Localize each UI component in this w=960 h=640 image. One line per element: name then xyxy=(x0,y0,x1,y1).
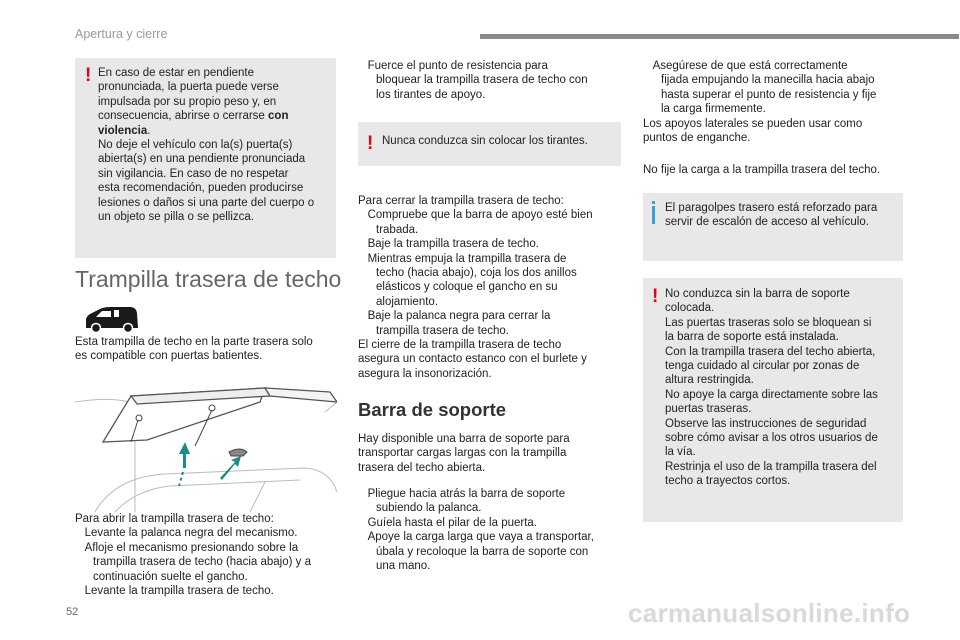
warning-icon: ! xyxy=(85,65,92,86)
step-force-resistance: Fuerce el punto de resistencia para bloquear la trampilla trasera de techo con los tirantes de apoyo. xyxy=(367,60,588,101)
close-title: Para cerrar la trampilla trasera de techo: xyxy=(358,195,564,207)
bar-step-1: Pliegue hacia atrás la barra de soporte subiendo la palanca. xyxy=(367,488,566,515)
close-step-1: Compruebe que la barra de apoyo esté bien trabada. xyxy=(367,209,593,236)
bar-step-2: Guíela hasta el pilar de la puerta. xyxy=(367,516,538,529)
bar-step-3: Apoye la carga larga que vaya a transportar, úbala y recoloque la barra de soporte con una mano. xyxy=(367,531,594,573)
no-fix-note: No fije la carga a la trampilla trasera del techo. xyxy=(643,164,881,176)
support-bar-steps xyxy=(358,487,628,573)
page-number: 52 xyxy=(66,606,79,618)
roof-hatch-intro: Esta trampilla de techo en la parte trasera solo es compatible con puertas batientes. xyxy=(75,336,313,363)
open-step-1: Levante la palanca negra del mecanismo. xyxy=(84,527,298,540)
page-header-title: Apertura y cierre xyxy=(75,27,168,41)
warning-box-straps xyxy=(358,122,621,166)
info-box-bumper xyxy=(643,193,903,261)
close-instructions xyxy=(358,194,626,381)
warning-icon: ! xyxy=(652,286,659,307)
close-note: El cierre de la trampilla trasera de techo asegura un contacto estanco con el burlete y asegura la insonorización. xyxy=(358,339,587,380)
section-title-support-bar: Barra de soporte xyxy=(358,399,507,420)
side-supports-note: Los apoyos laterales se pueden usar como puntos de enganche. xyxy=(643,118,863,145)
open-step-3: Levante la trampilla trasera de techo. xyxy=(84,585,274,598)
open-step-2: Afloje el mecanismo presionando sobre la trampilla trasera de techo (hacia abajo) y a continuación suelte el gancho. xyxy=(84,541,311,583)
open-instructions xyxy=(75,512,345,598)
header-divider xyxy=(480,34,959,39)
roof-hatch-illustration xyxy=(75,382,337,512)
van-icon xyxy=(84,304,140,334)
close-step-4: Baje la palanca negra para cerrar la trampilla trasera de techo. xyxy=(367,310,551,337)
watermark: carmanualsonline.info xyxy=(628,598,911,628)
warning-box-slope xyxy=(75,58,336,258)
warning-slope-text: En caso de estar en pendiente pronunciada, la puerta puede verse impulsada por su propio peso y, en consecuencia, abrirse o cerrarse con violencia. No deje el vehículo con la(s) puerta(s) abierta(s) en una pendiente pronunciada sin vigilancia. En caso de no respetar esta recomendación, pueden producirse lesiones o daños si una parte del cuerpo o un objeto se pilla o se pellizca. xyxy=(98,67,315,224)
open-title: Para abrir la trampilla trasera de techo: xyxy=(75,513,274,525)
section-title-roof-hatch: Trampilla trasera de techo xyxy=(75,266,342,292)
close-step-2: Baje la trampilla trasera de techo. xyxy=(367,238,539,251)
info-bumper-text: El paragolpes trasero está reforzado para servir de escalón de acceso al vehículo. xyxy=(665,202,878,229)
close-step-3: Mientras empuja la trampilla trasera de techo (hacia abajo), coja los dos anillos elásticos y coloque el gancho en su alojamiento. xyxy=(367,252,577,308)
support-bar-intro: Hay disponible una barra de soporte para transportar cargas largas con la trampilla trasera del techo abierta. xyxy=(358,433,570,474)
warning-icon: ! xyxy=(367,133,374,154)
step-secure-load: Asegúrese de que está correctamente fijada empujando la manecilla hacia abajo hasta superar el punto de resistencia y fije la carga firmemente. xyxy=(652,60,877,116)
warning-support-bar-text: No conduzca sin la barra de soporte colocada. Las puertas traseras solo se bloquean si la barra de soporte está instalada. Con la trampilla trasera del techo abierta, tenga cuidado al circular por zonas de altura restringida. No apoye la carga directamente sobre las puertas traseras. Observe las instrucciones de seguridad sobre cómo avisar a los otros usuarios de la vía. Restrinja el uso de la trampilla trasera del techo a trayectos cortos. xyxy=(665,288,878,488)
warning-box-support-bar xyxy=(643,278,903,522)
warning-straps-text: Nunca conduzca sin colocar los tirantes. xyxy=(382,135,588,147)
